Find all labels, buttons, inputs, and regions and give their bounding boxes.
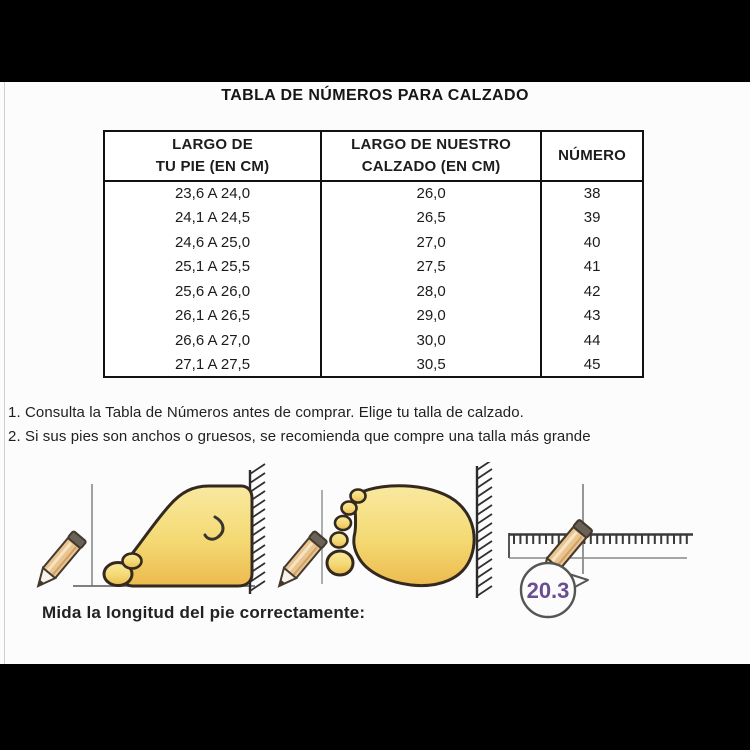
cell-shoe-length: 28,0 bbox=[321, 279, 541, 304]
cell-foot-range: 24,1 A 24,5 bbox=[104, 206, 321, 231]
table-row bbox=[104, 206, 643, 231]
cell-foot-range: 27,1 A 27,5 bbox=[104, 353, 321, 378]
toe-icon bbox=[342, 502, 357, 515]
table-row bbox=[104, 230, 643, 255]
cell-foot-range: 25,6 A 26,0 bbox=[104, 279, 321, 304]
cell-size-number: 41 bbox=[541, 255, 643, 280]
second-toe-icon bbox=[123, 554, 142, 569]
toe-icon bbox=[335, 516, 351, 530]
col-header-foot-length: LARGO DE TU PIE (EN CM) bbox=[104, 131, 321, 181]
pencil-icon bbox=[32, 531, 87, 592]
cell-size-number: 43 bbox=[541, 304, 643, 329]
top-foot-figure bbox=[273, 462, 492, 598]
instruction-item-1: 1. Consulta la Tabla de Números antes de comprar. Elige tu talla de calzado. bbox=[8, 404, 524, 421]
cell-size-number: 39 bbox=[541, 206, 643, 231]
cell-size-number: 42 bbox=[541, 279, 643, 304]
pencil-icon bbox=[273, 531, 328, 592]
cell-foot-range: 23,6 A 24,0 bbox=[104, 181, 321, 206]
table-row bbox=[104, 304, 643, 329]
table-row bbox=[104, 255, 643, 280]
side-foot-figure bbox=[32, 464, 265, 594]
cell-shoe-length: 27,0 bbox=[321, 230, 541, 255]
cell-foot-range: 26,6 A 27,0 bbox=[104, 328, 321, 353]
table-row bbox=[104, 353, 643, 378]
cell-size-number: 44 bbox=[541, 328, 643, 353]
cell-shoe-length: 30,0 bbox=[321, 328, 541, 353]
cell-foot-range: 26,1 A 26,5 bbox=[104, 304, 321, 329]
page-title: TABLA DE NÚMEROS PARA CALZADO bbox=[221, 87, 529, 104]
cell-shoe-length: 30,5 bbox=[321, 353, 541, 378]
illustration-caption: Mida la longitud del pie correctamente: bbox=[42, 603, 366, 622]
cell-shoe-length: 29,0 bbox=[321, 304, 541, 329]
wall-hatch-icon bbox=[477, 462, 492, 596]
cell-size-number: 45 bbox=[541, 353, 643, 378]
toe-icon bbox=[351, 490, 366, 503]
cell-foot-range: 24,6 A 25,0 bbox=[104, 230, 321, 255]
size-chart-panel bbox=[0, 82, 750, 664]
table-row bbox=[104, 279, 643, 304]
table-row bbox=[104, 328, 643, 353]
left-edge-line bbox=[4, 82, 5, 664]
letterbox-top bbox=[0, 0, 750, 82]
cell-shoe-length: 27,5 bbox=[321, 255, 541, 280]
cell-shoe-length: 26,5 bbox=[321, 206, 541, 231]
toe-icon bbox=[331, 533, 348, 548]
instruction-item-2: 2. Si sus pies son anchos o gruesos, se recomienda que compre una talla más grande bbox=[8, 427, 591, 445]
header-row bbox=[104, 131, 643, 181]
measurement-value-text: 20.3 bbox=[526, 578, 570, 603]
cell-foot-range: 25,1 A 25,5 bbox=[104, 255, 321, 280]
cell-size-number: 40 bbox=[541, 230, 643, 255]
cell-shoe-length: 26,0 bbox=[321, 181, 541, 206]
col-header-shoe-length: LARGO DE NUESTRO CALZADO (EN CM) bbox=[321, 131, 541, 181]
toe-icon bbox=[327, 551, 353, 575]
col-header-size-number: NÚMERO bbox=[541, 131, 643, 181]
ruler-figure bbox=[509, 484, 693, 617]
instructions-list bbox=[8, 401, 591, 448]
table-row bbox=[104, 181, 643, 206]
foot-top-icon bbox=[354, 486, 474, 586]
letterbox-bottom bbox=[0, 664, 750, 750]
foot-side-icon bbox=[123, 486, 252, 586]
shoe-size-table bbox=[103, 130, 644, 378]
cell-size-number: 38 bbox=[541, 181, 643, 206]
